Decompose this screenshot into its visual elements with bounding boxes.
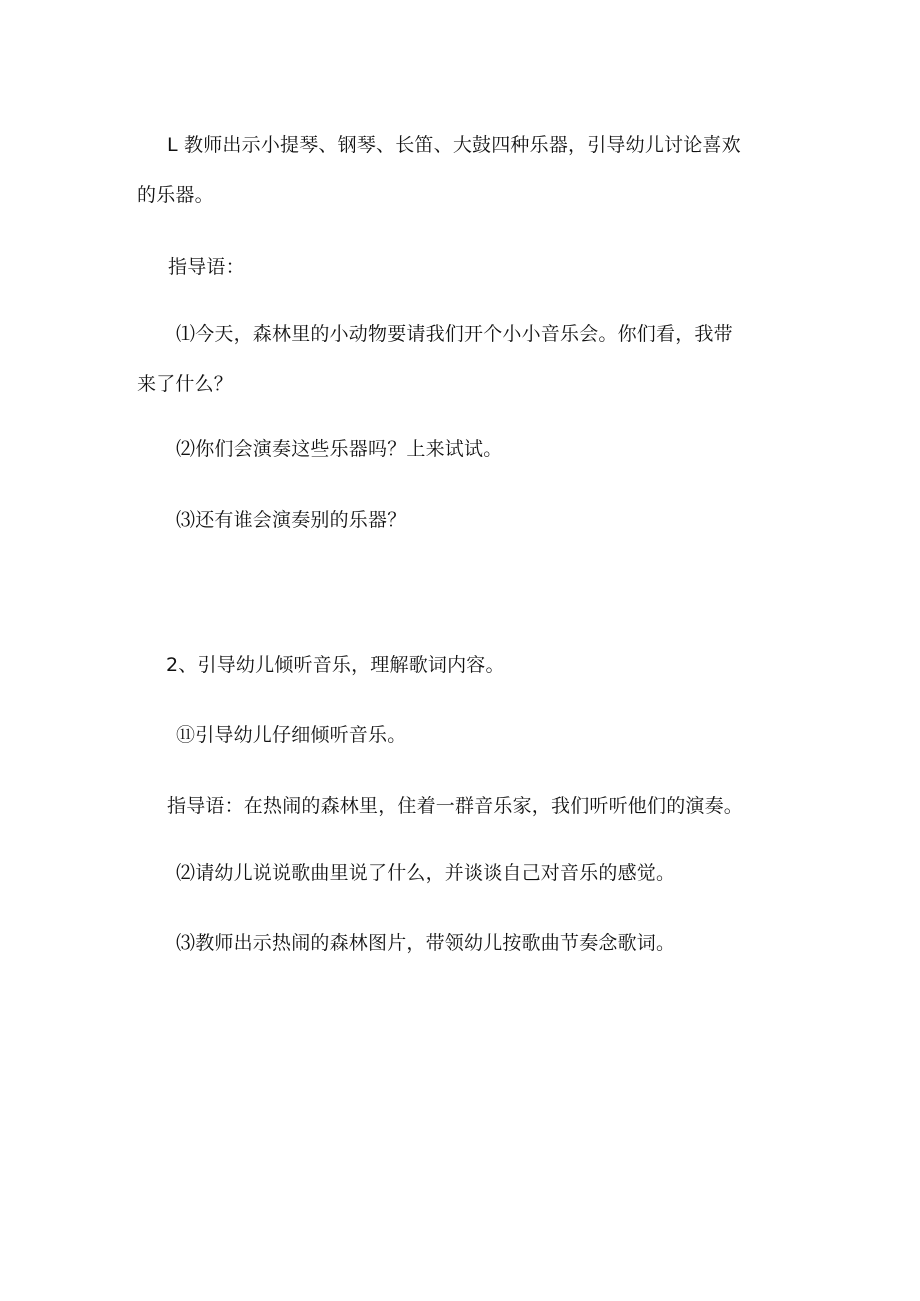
section2-step-3: ⑶教师出示热闹的森林图片，带领幼儿按歌曲节奏念歌词。	[176, 932, 676, 954]
question-1-line1: ⑴今天，森林里的小动物要请我们开个小小音乐会。你们看，我带	[176, 323, 733, 345]
question-2: ⑵你们会演奏这些乐器吗？上来试试。	[176, 438, 503, 460]
question-1-line2: 来了什么？	[137, 373, 234, 395]
section2-guide: 指导语：在热闹的森林里，住着一群音乐家，我们听听他们的演奏。	[167, 795, 744, 817]
section1-item1-line2: 的乐器。	[137, 184, 214, 206]
guide-label: 指导语：	[168, 256, 245, 278]
question-3: ⑶还有谁会演奏别的乐器？	[176, 509, 407, 531]
section1-item1-line1: L 教师出示小提琴、钢琴、长笛、大鼓四种乐器，引导幼儿讨论喜欢	[167, 134, 741, 156]
section2-step-1: ⑪引导幼儿仔细倾听音乐。	[176, 724, 407, 746]
section2-heading: 2、引导幼儿倾听音乐，理解歌词内容。	[166, 654, 505, 676]
section2-step-2: ⑵请幼儿说说歌曲里说了什么，并谈谈自己对音乐的感觉。	[176, 862, 676, 884]
